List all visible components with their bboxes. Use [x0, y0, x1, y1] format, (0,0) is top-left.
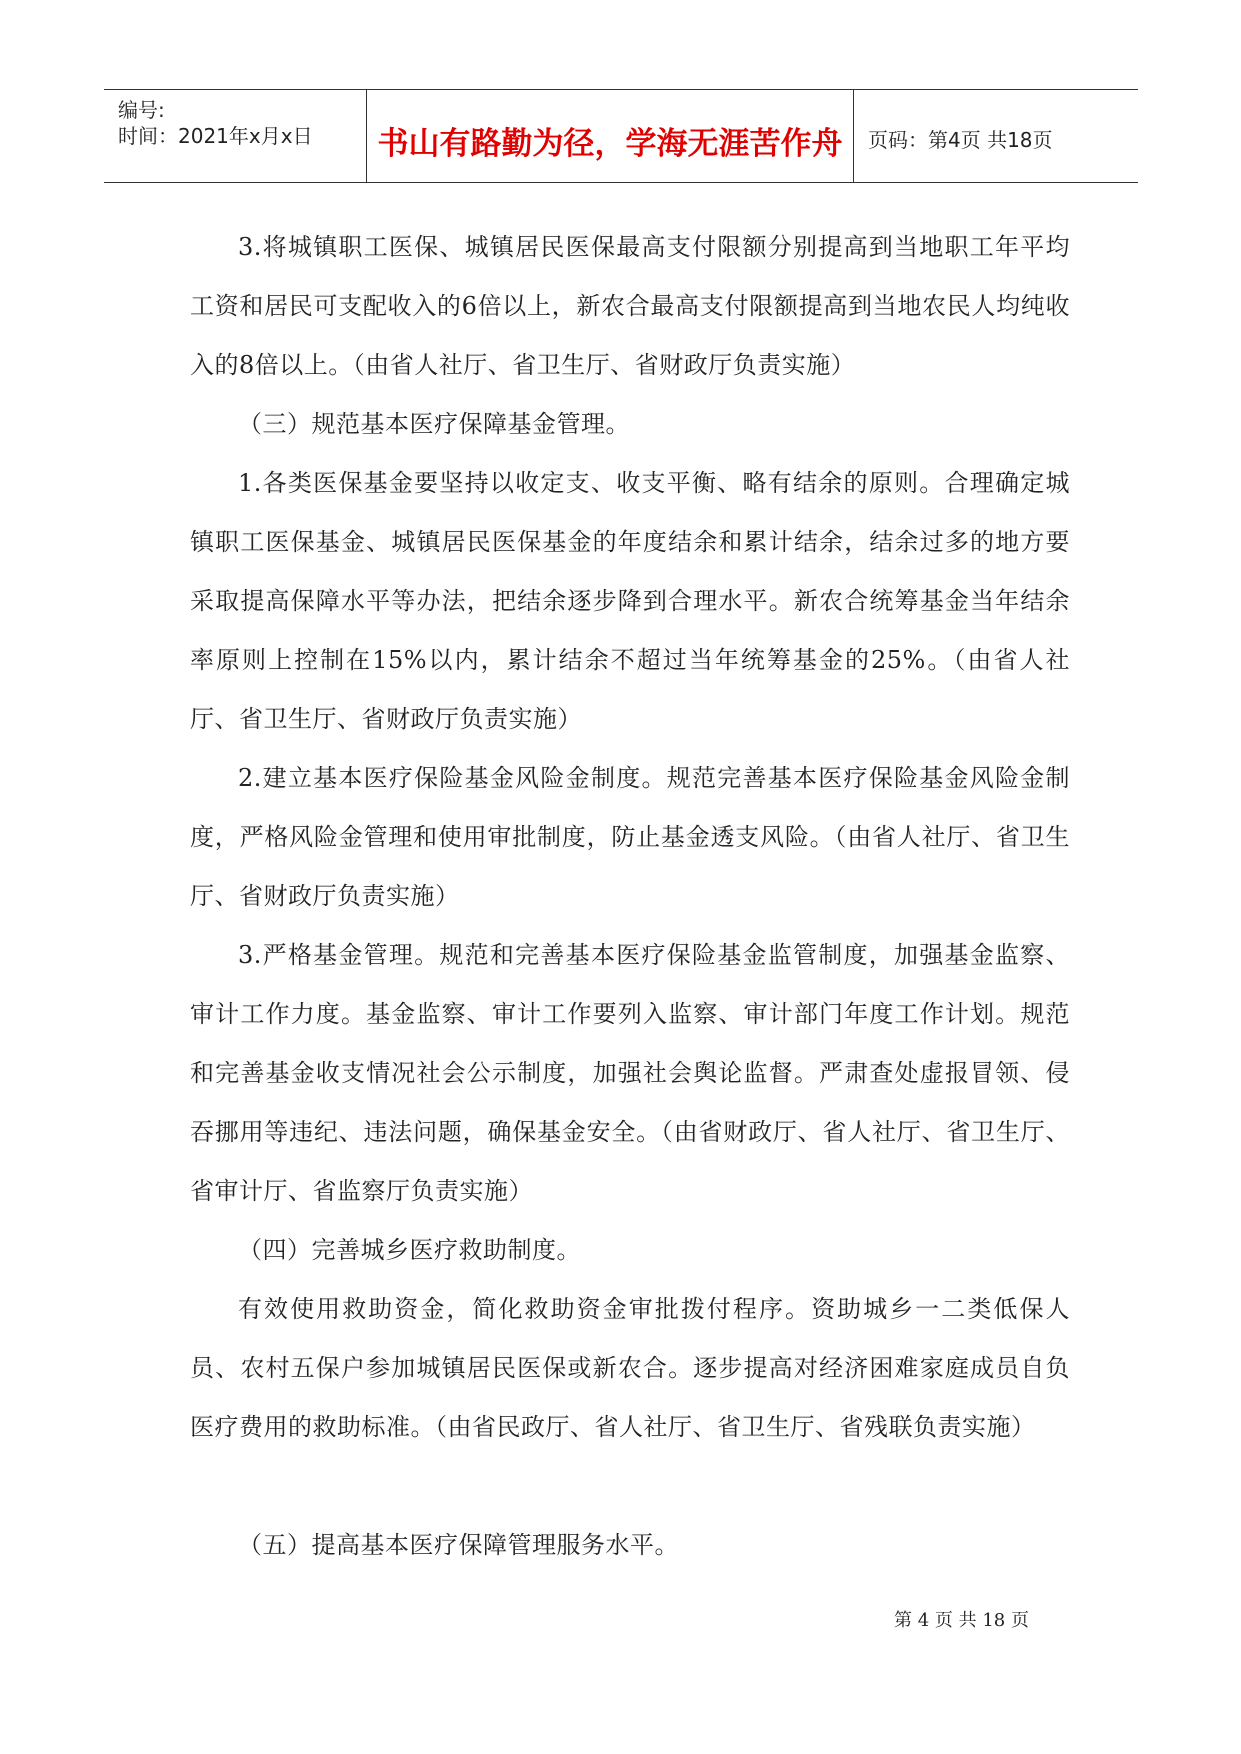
header-motto: 书山有路勤为径，学海无涯苦作舟 — [377, 126, 843, 162]
section-heading-fund-management: （三）规范基本医疗保障基金管理。 — [238, 410, 630, 438]
document-time-label: 时间：2021年x月x日 — [118, 124, 313, 148]
paragraph-medical-aid: 有效使用救助资金，简化救助资金审批拨付程序。资助城乡一二类低保人员、农村五保户参加城镇居民医保或新农合。逐步提高对经济困难家庭成员自负医疗费用的救助标准。（由省民政厅、省人社厅、省卫生厅、省残联负责实施） — [190, 1295, 1070, 1441]
document-number-label: 编号: — [118, 98, 165, 122]
paragraph-item3-fund-supervision: 3.严格基金管理。规范和完善基本医疗保险基金监管制度，加强基金监察、审计工作力度。基金监察、审计工作要列入监察、审计部门年度工作计划。规范和完善基金收支情况社会公示制度，加强社会舆论监督。严肃查处虚报冒领、侵吞挪用等违纪、违法问题，确保基金安全。（由省财政厅、省人社厅、省卫生厅、省审计厅、省监察厅负责实施） — [190, 941, 1070, 1205]
page-header — [104, 89, 1138, 183]
paragraph-item2-risk-fund: 2.建立基本医疗保险基金风险金制度。规范完善基本医疗保险基金风险金制度，严格风险金管理和使用审批制度，防止基金透支风险。（由省人社厅、省卫生厅、省财政厅负责实施） — [190, 764, 1070, 910]
page-footer: 第 4 页 共 18 页 — [894, 1610, 1029, 1631]
header-page-number: 页码：第4页 共18页 — [868, 128, 1053, 152]
header-info-cell — [104, 90, 366, 182]
paragraph-item3-payment-limit: 3.将城镇职工医保、城镇居民医保最高支付限额分别提高到当地职工年平均工资和居民可支配收入的6倍以上，新农合最高支付限额提高到当地农民人均纯收入的8倍以上。（由省人社厅、省卫生厅、省财政厅负责实施） — [190, 233, 1070, 379]
section-heading-service-level: （五）提高基本医疗保障管理服务水平。 — [238, 1531, 679, 1559]
header-page-cell — [854, 90, 1138, 182]
header-motto-cell — [366, 90, 854, 182]
document-body — [190, 218, 1070, 1575]
section-heading-medical-aid: （四）完善城乡医疗救助制度。 — [238, 1236, 581, 1264]
paragraph-item1-fund-balance: 1.各类医保基金要坚持以收定支、收支平衡、略有结余的原则。合理确定城镇职工医保基金、城镇居民医保基金的年度结余和累计结余，结余过多的地方要采取提高保障水平等办法，把结余逐步降到合理水平。新农合统筹基金当年结余率原则上控制在15%以内，累计结余不超过当年统筹基金的25%。（由省人社厅、省卫生厅、省财政厅负责实施） — [190, 469, 1070, 733]
